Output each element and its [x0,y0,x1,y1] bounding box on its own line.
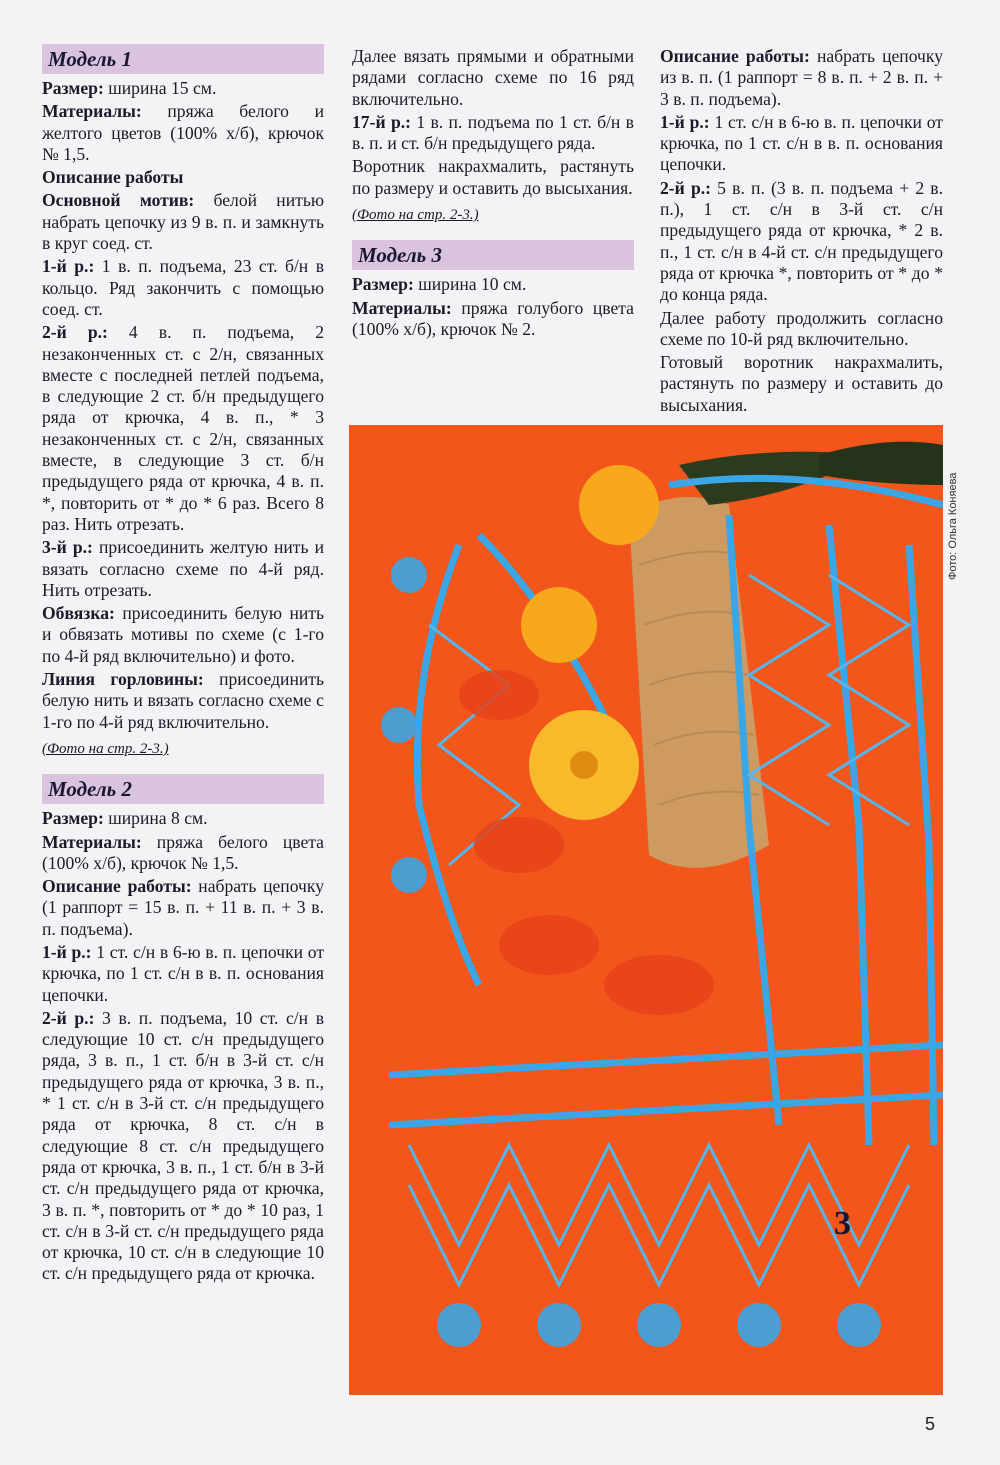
column-3 [660,46,943,418]
model3-title: Модель 3 [352,240,634,270]
column-2 [352,46,634,342]
model2-title: Модель 2 [42,774,324,804]
model1-title: Модель 1 [42,44,324,74]
model1-row1: 1-й р.: 1 в. п. подъема, 23 ст. б/н в кольцо. Ряд закончить с помощью соед. ст. [42,256,324,319]
model1-materials: Материалы: пряжа белого и желтого цветов (100% х/б), крючок № 1,5. [42,101,324,164]
model2-row1: 1-й р.: 1 ст. с/н в 6-ю в. п. цепочки от крючка, по 1 ст. с/н в в. п. основания цепочки. [42,941,325,1005]
model3-finish: Готовый воротник накрахмалить, растянуть по размеру и оставить до высыхания. [660,352,943,415]
model3-continue: Далее работу продолжить согласно схеме по 10-й ряд включительно. [660,307,943,349]
model1-desc-title: Описание работы [42,167,184,188]
page-number: 5 [925,1414,936,1434]
model3-row1: 1-й р.: 1 ст. с/н в 6-ю в. п. цепочки от крючка, по 1 ст. с/н в в. п. основания цепочки. [660,111,943,175]
model2-desc: Описание работы: набрать цепочку (1 раппорт = 15 в. п. + 11 в. п. + 3 в. п. подъема). [42,876,325,939]
model3-desc: Описание работы: набрать цепочку из в. п. (1 раппорт = 8 в. п. + 2 в. п. + 3 в. п. подъема). [660,46,943,109]
photo-credit: Фото: Ольга Коняева [947,472,959,580]
model2-finish: Воротник накрахмалить, растянуть по размеру и оставить до высыхания. [352,156,634,198]
model1-edging: Обвязка: присоединить белую нить и обвязать мотивы по схеме (с 1-го по 4-й ряд включительно) и фото. [42,603,324,666]
model1-motif: Основной мотив: белой нитью набрать цепочку из 9 в. п. и замкнуть в круг соед. ст. [42,190,324,254]
model3-materials: Материалы: пряжа голубого цвета (100% х/б), крючок № 2. [352,297,634,339]
model3-row2: 2-й р.: 5 в. п. (3 в. п. подъема + 2 в. п.), 1 ст. с/н в 3-й ст. с/н предыдущего ряда от крючка, * 2 в. п., 1 ст. с/н в 4-й ст. с/н предыдущего ряда от крючка *, повторить от * до * до конца ряда. [660,177,944,305]
model1-neckline: Линия горловины: присоединить белую нить и вязать согласно схеме с 1-го по 4-й ряд включительно. [42,669,324,732]
model2-photo-ref: (Фото на стр. 2-3.) [352,207,479,224]
lace-collar-illustration [349,425,943,1395]
model2-materials: Материалы: пряжа белого цвета (100% х/б), крючок № 1,5. [42,831,324,873]
model2-continue: Далее вязать прямыми и обратными рядами согласно схеме по 16 ряд включительно. [352,46,634,109]
column-1 [42,40,324,1287]
model2-row2: 2-й р.: 3 в. п. подъема, 10 ст. с/н в следующие 10 ст. с/н предыдущего ряда, 3 в. п., 1 ст. б/н в 3-й ст. с/н предыдущего ряда от крючка, 3 в. п., * 1 ст. с/н в 3-й ст. с/н предыдущего ряда от крючка, 8 ст. с/н в следующие 8 ст. с/н предыдущего ряда от крючка, 3 в. п., 1 ст. б/н в 3-й ст. с/н предыдущего ряда от крючка, 3 в. п. *, повторить от * до * 10 раз, 1 ст. с/н в 3-й ст. с/н предыдущего ряда от крючка, 10 ст. с/н в следующие 10 ст. с/н предыдущего ряда от крючка. [42,1007,325,1284]
photo-label: 3 [834,1205,851,1242]
model1-photo-ref: (Фото на стр. 2-3.) [42,740,169,757]
lace-collar-photo [349,425,943,1395]
model3-size: Размер: ширина 10 см. [352,274,527,295]
model2-size: Размер: ширина 8 см. [42,808,208,829]
model1-size: Размер: ширина 15 см. [42,78,217,98]
model2-row17: 17-й р.: 1 в. п. подъема по 1 ст. б/н в в. п. и ст. б/н предыдущего ряда. [352,111,634,154]
model1-row3: 3-й р.: присоединить желтую нить и вязать согласно схеме по 4-й ряд. Нить отрезать. [42,537,324,600]
model1-row2: 2-й р.: 4 в. п. подъема, 2 незаконченных ст. с 2/н, связанных вместе с последней петлей подъема, в следующие 2 ст. б/н предыдущего ряда от крючка, 4 в. п., * 3 незаконченных ст. с 2/н, связанных вместе, в следующие 3 ст. б/н предыдущего ряда от крючка, 4 в. п. *, повторить от * до * 6 раз. Всего 8 раз. Нить отрезать. [42,322,325,534]
